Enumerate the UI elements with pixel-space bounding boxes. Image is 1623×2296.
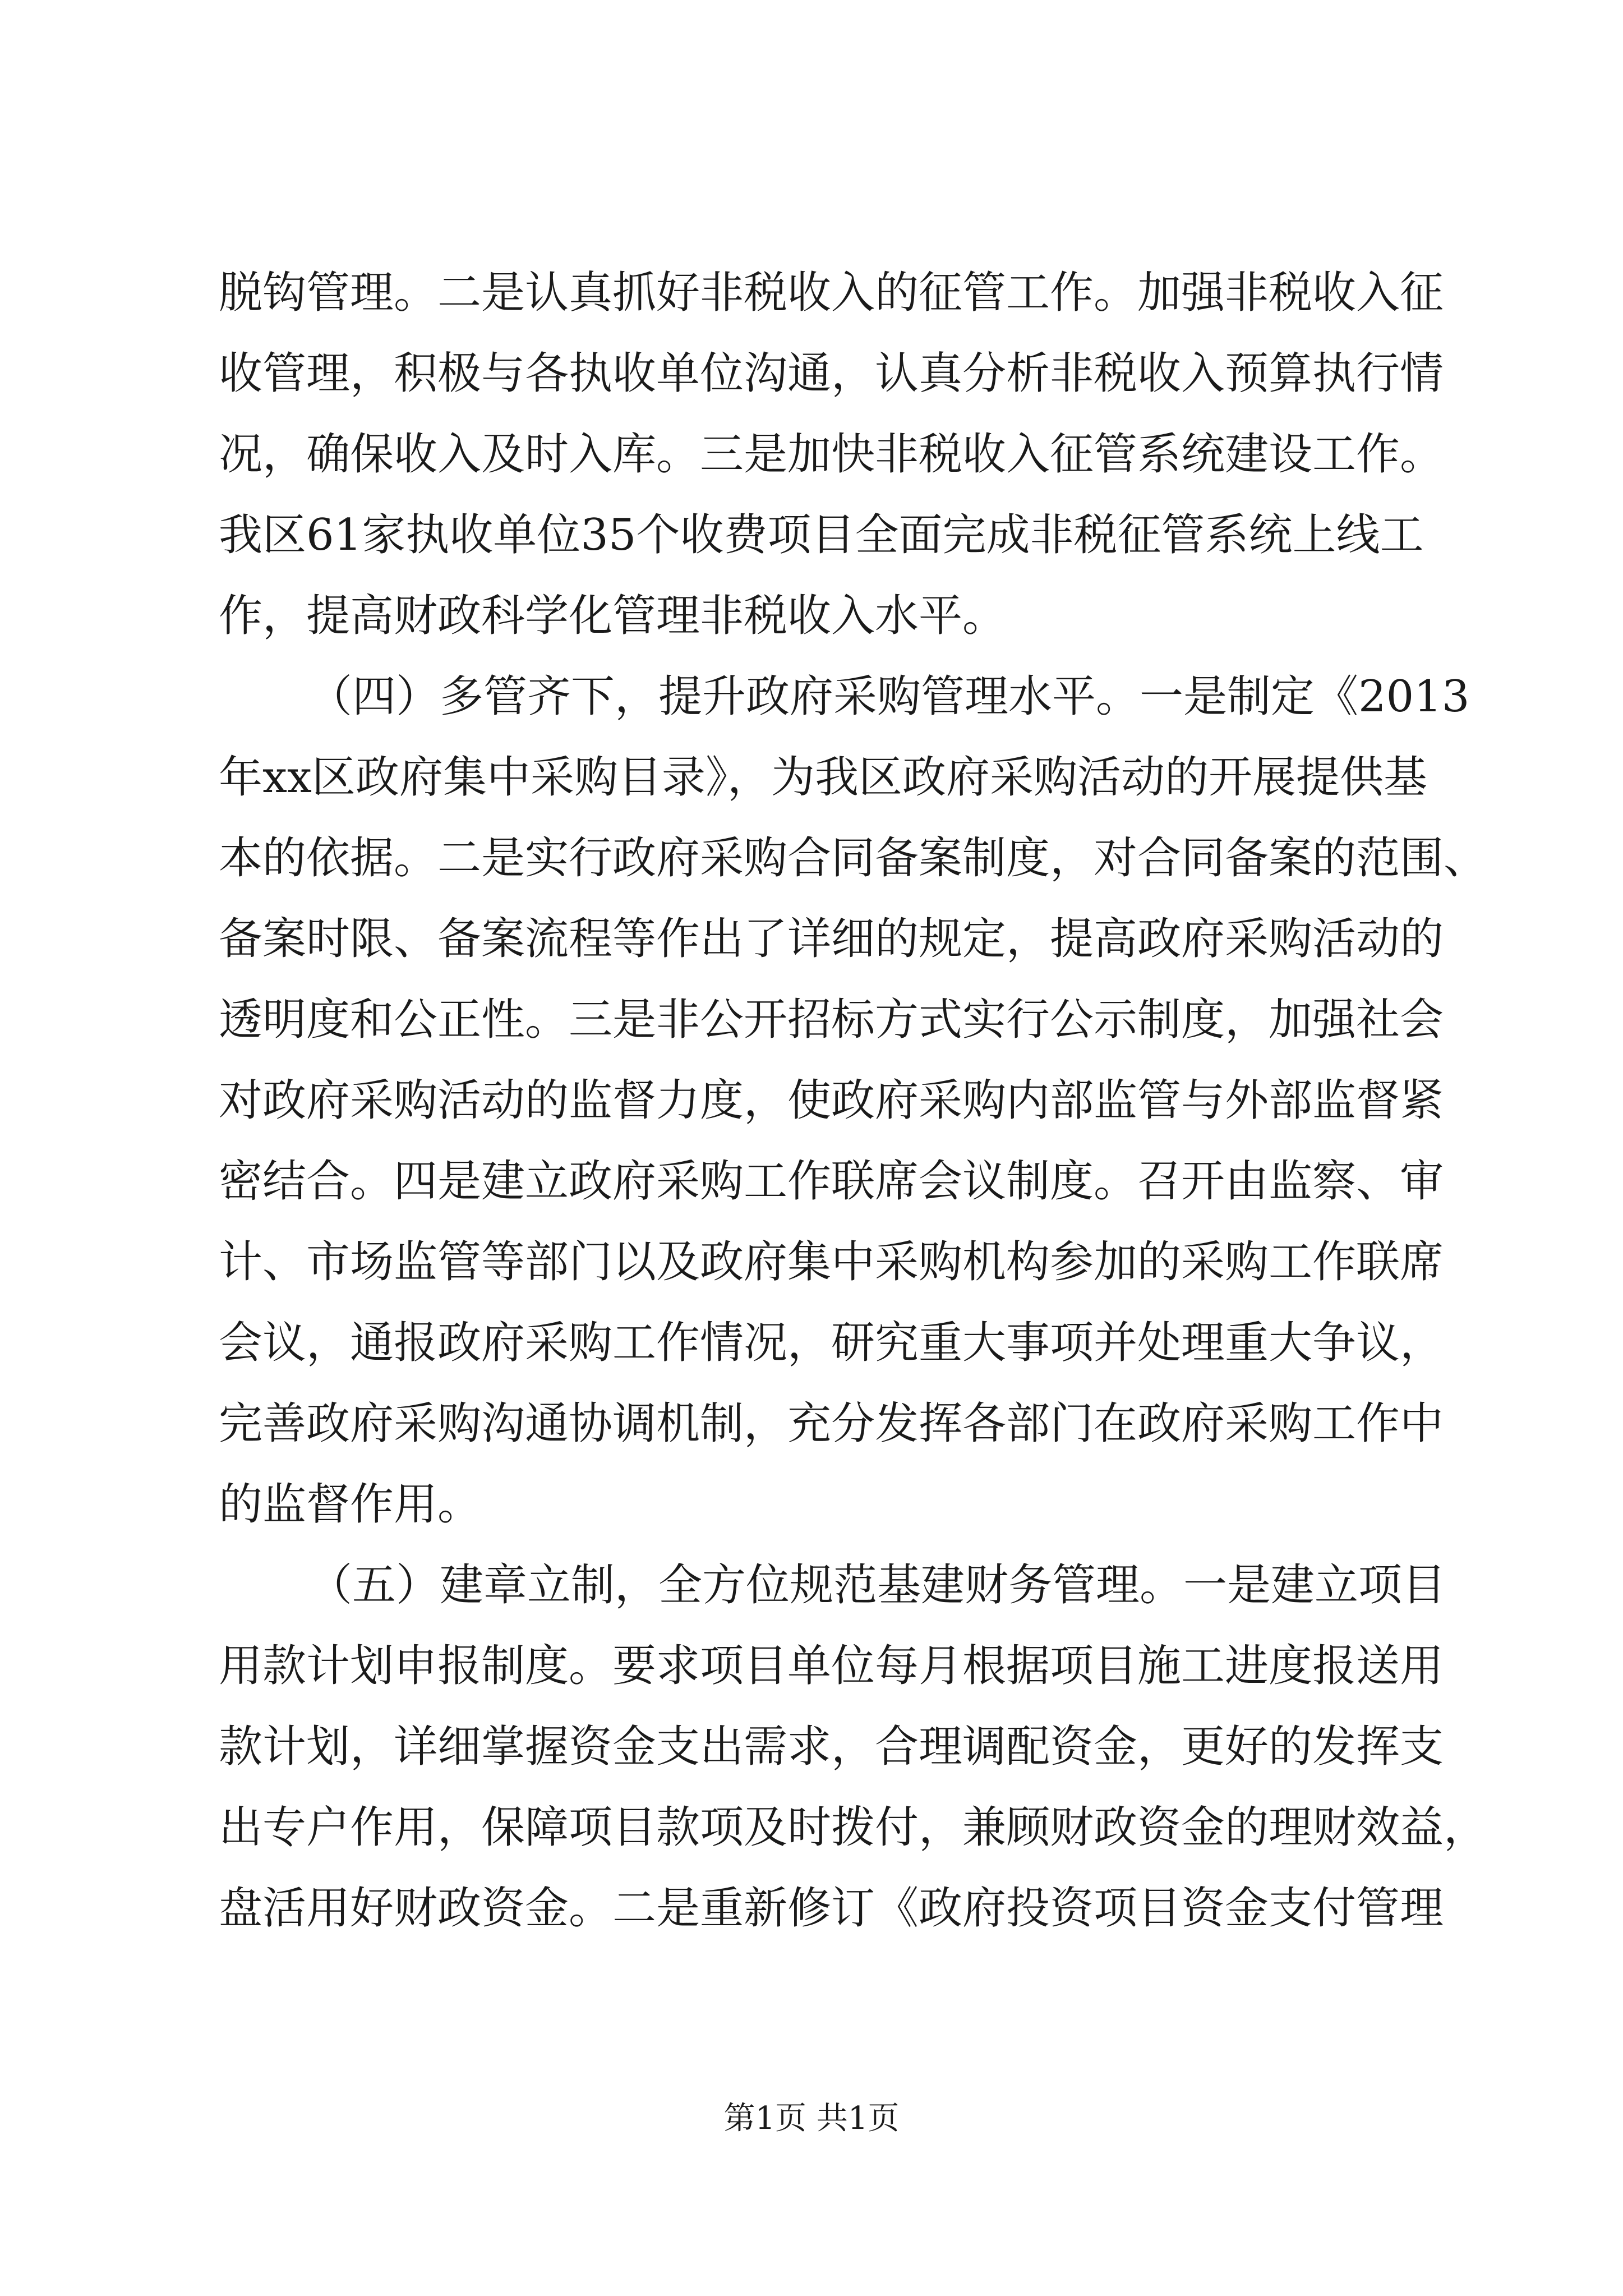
text-line: 年xx区政府集中采购目录》，为我区政府采购活动的开展提供基 <box>219 752 1427 803</box>
text-line: 况，确保收入及时入库。三是加快非税收入征管系统建设工作。 <box>219 429 1444 480</box>
body-text <box>219 252 1488 1949</box>
text-line: 出专户作用，保障项目款项及时拨付，兼顾财政资金的理财效益， <box>219 1802 1488 1853</box>
text-line: 密结合。四是建立政府采购工作联席会议制度。召开由监察、审 <box>219 1156 1444 1207</box>
text-line: 本的依据。二是实行政府采购合同备案制度，对合同备案的范围、 <box>219 833 1488 884</box>
section-heading-line: （五）建章立制，全方位规范基建财务管理。一是建立项目 <box>308 1560 1446 1611</box>
page-number-footer: 第1页 共1页 <box>723 2100 900 2137</box>
text-line: 盘活用好财政资金。二是重新修订《政府投资项目资金支付管理 <box>219 1883 1444 1934</box>
text-line: 备案时限、备案流程等作出了详细的规定，提高政府采购活动的 <box>219 914 1444 964</box>
text-line: 对政府采购活动的监督力度，使政府采购内部监管与外部监督紧 <box>219 1075 1444 1126</box>
section-heading-line: （四）多管齐下，提升政府采购管理水平。一是制定《2013 <box>308 671 1470 722</box>
text-line: 透明度和公正性。三是非公开招标方式实行公示制度，加强社会 <box>219 995 1444 1045</box>
text-line: 会议，通报政府采购工作情况，研究重大事项并处理重大争议， <box>219 1318 1444 1368</box>
text-line: 款计划，详细掌握资金支出需求，合理调配资金，更好的发挥支 <box>219 1722 1444 1772</box>
text-line: 脱钩管理。二是认真抓好非税收入的征管工作。加强非税收入征 <box>219 268 1444 318</box>
text-line: 作，提高财政科学化管理非税收入水平。 <box>219 591 1007 641</box>
text-line: 的监督作用。 <box>219 1479 482 1530</box>
text-line: 完善政府采购沟通协调机制，充分发挥各部门在政府采购工作中 <box>219 1398 1444 1449</box>
text-line: 计、市场监管等部门以及政府集中采购机构参加的采购工作联席 <box>219 1237 1444 1287</box>
text-line: 收管理，积极与各执收单位沟通，认真分析非税收入预算执行情 <box>219 348 1444 399</box>
text-line: 我区61家执收单位35个收费项目全面完成非税征管系统上线工 <box>219 510 1424 560</box>
text-line: 用款计划申报制度。要求项目单位每月根据项目施工进度报送用 <box>219 1641 1444 1691</box>
